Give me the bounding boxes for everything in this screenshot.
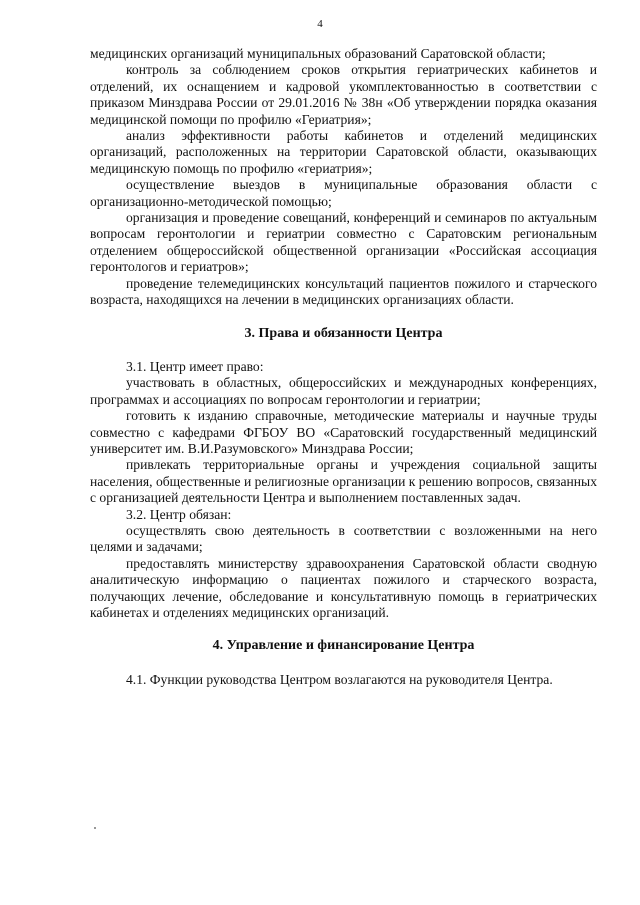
paragraph: организация и проведение совещаний, конференций и семинаров по актуальным вопросам геронтологии и гериатрии совместно с Саратовским региональным отделением общероссийской общественной организации «Российская ассоциация геронтологов и гериатров»;	[90, 210, 597, 275]
paragraph: участвовать в областных, общероссийских и международных конференциях, программах и ассоциациях по вопросам геронтологии и гериатрии;	[90, 375, 597, 407]
paragraph: 3.1. Центр имеет право:	[126, 358, 264, 374]
scan-speck	[94, 827, 96, 829]
page-number: 4	[317, 18, 323, 30]
paragraph: 4.1. Функции руководства Центром возлагаются на руководителя Центра.	[126, 671, 553, 687]
paragraph: осуществление выездов в муниципальные образования области с организационно-методической помощью;	[90, 177, 597, 209]
paragraph: привлекать территориальные органы и учреждения социальной защиты населения, общественные и религиозные организации к решению вопросов, связанных с организацией деятельности Центра и выполнением поставленных задач.	[90, 457, 597, 506]
paragraph: 3.2. Центр обязан:	[126, 506, 232, 522]
paragraph: осуществлять свою деятельность в соответствии с возложенными на него целями и задачами;	[90, 522, 597, 555]
paragraph: анализ эффективности работы кабинетов и отделений медицинских организаций, расположенных на территории Саратовской области, оказывающих медицинскую помощь по профилю «гериатрия»;	[90, 128, 597, 176]
paragraph: предоставлять министерству здравоохранения Саратовской области сводную аналитическую информацию о пациентах пожилого и старческого возраста, получающих лечение, обследование и консультативную помощь в гериатрических кабинетах и отделениях медицинских организаций.	[90, 555, 597, 620]
paragraph: медицинских организаций муниципальных образований Саратовской области;	[90, 46, 546, 61]
paragraph: проведение телемедицинских консультаций пациентов пожилого и старческого возраста, находящихся на лечении в медицинских организациях области.	[90, 275, 597, 308]
section-heading-3: 3. Права и обязанности Центра	[244, 325, 443, 341]
paragraph: контроль за соблюдением сроков открытия гериатрических кабинетов и отделений, их оснащением и кадровой укомплектованностью в соответствии с приказом Минздрава России от 29.01.2016 № 38н «Об утверждении порядка оказания медицинской помощи по профилю «Гериатрия»;	[90, 62, 597, 127]
section-heading-4: 4. Управление и финансирование Центра	[212, 638, 475, 654]
paragraph: готовить к изданию справочные, методические материалы и научные труды совместно с кафедрами ФГБОУ ВО «Саратовский государственный медицинский университет им. В.И.Разумовского» Минздрава России;	[90, 408, 597, 456]
document-body	[90, 46, 597, 688]
